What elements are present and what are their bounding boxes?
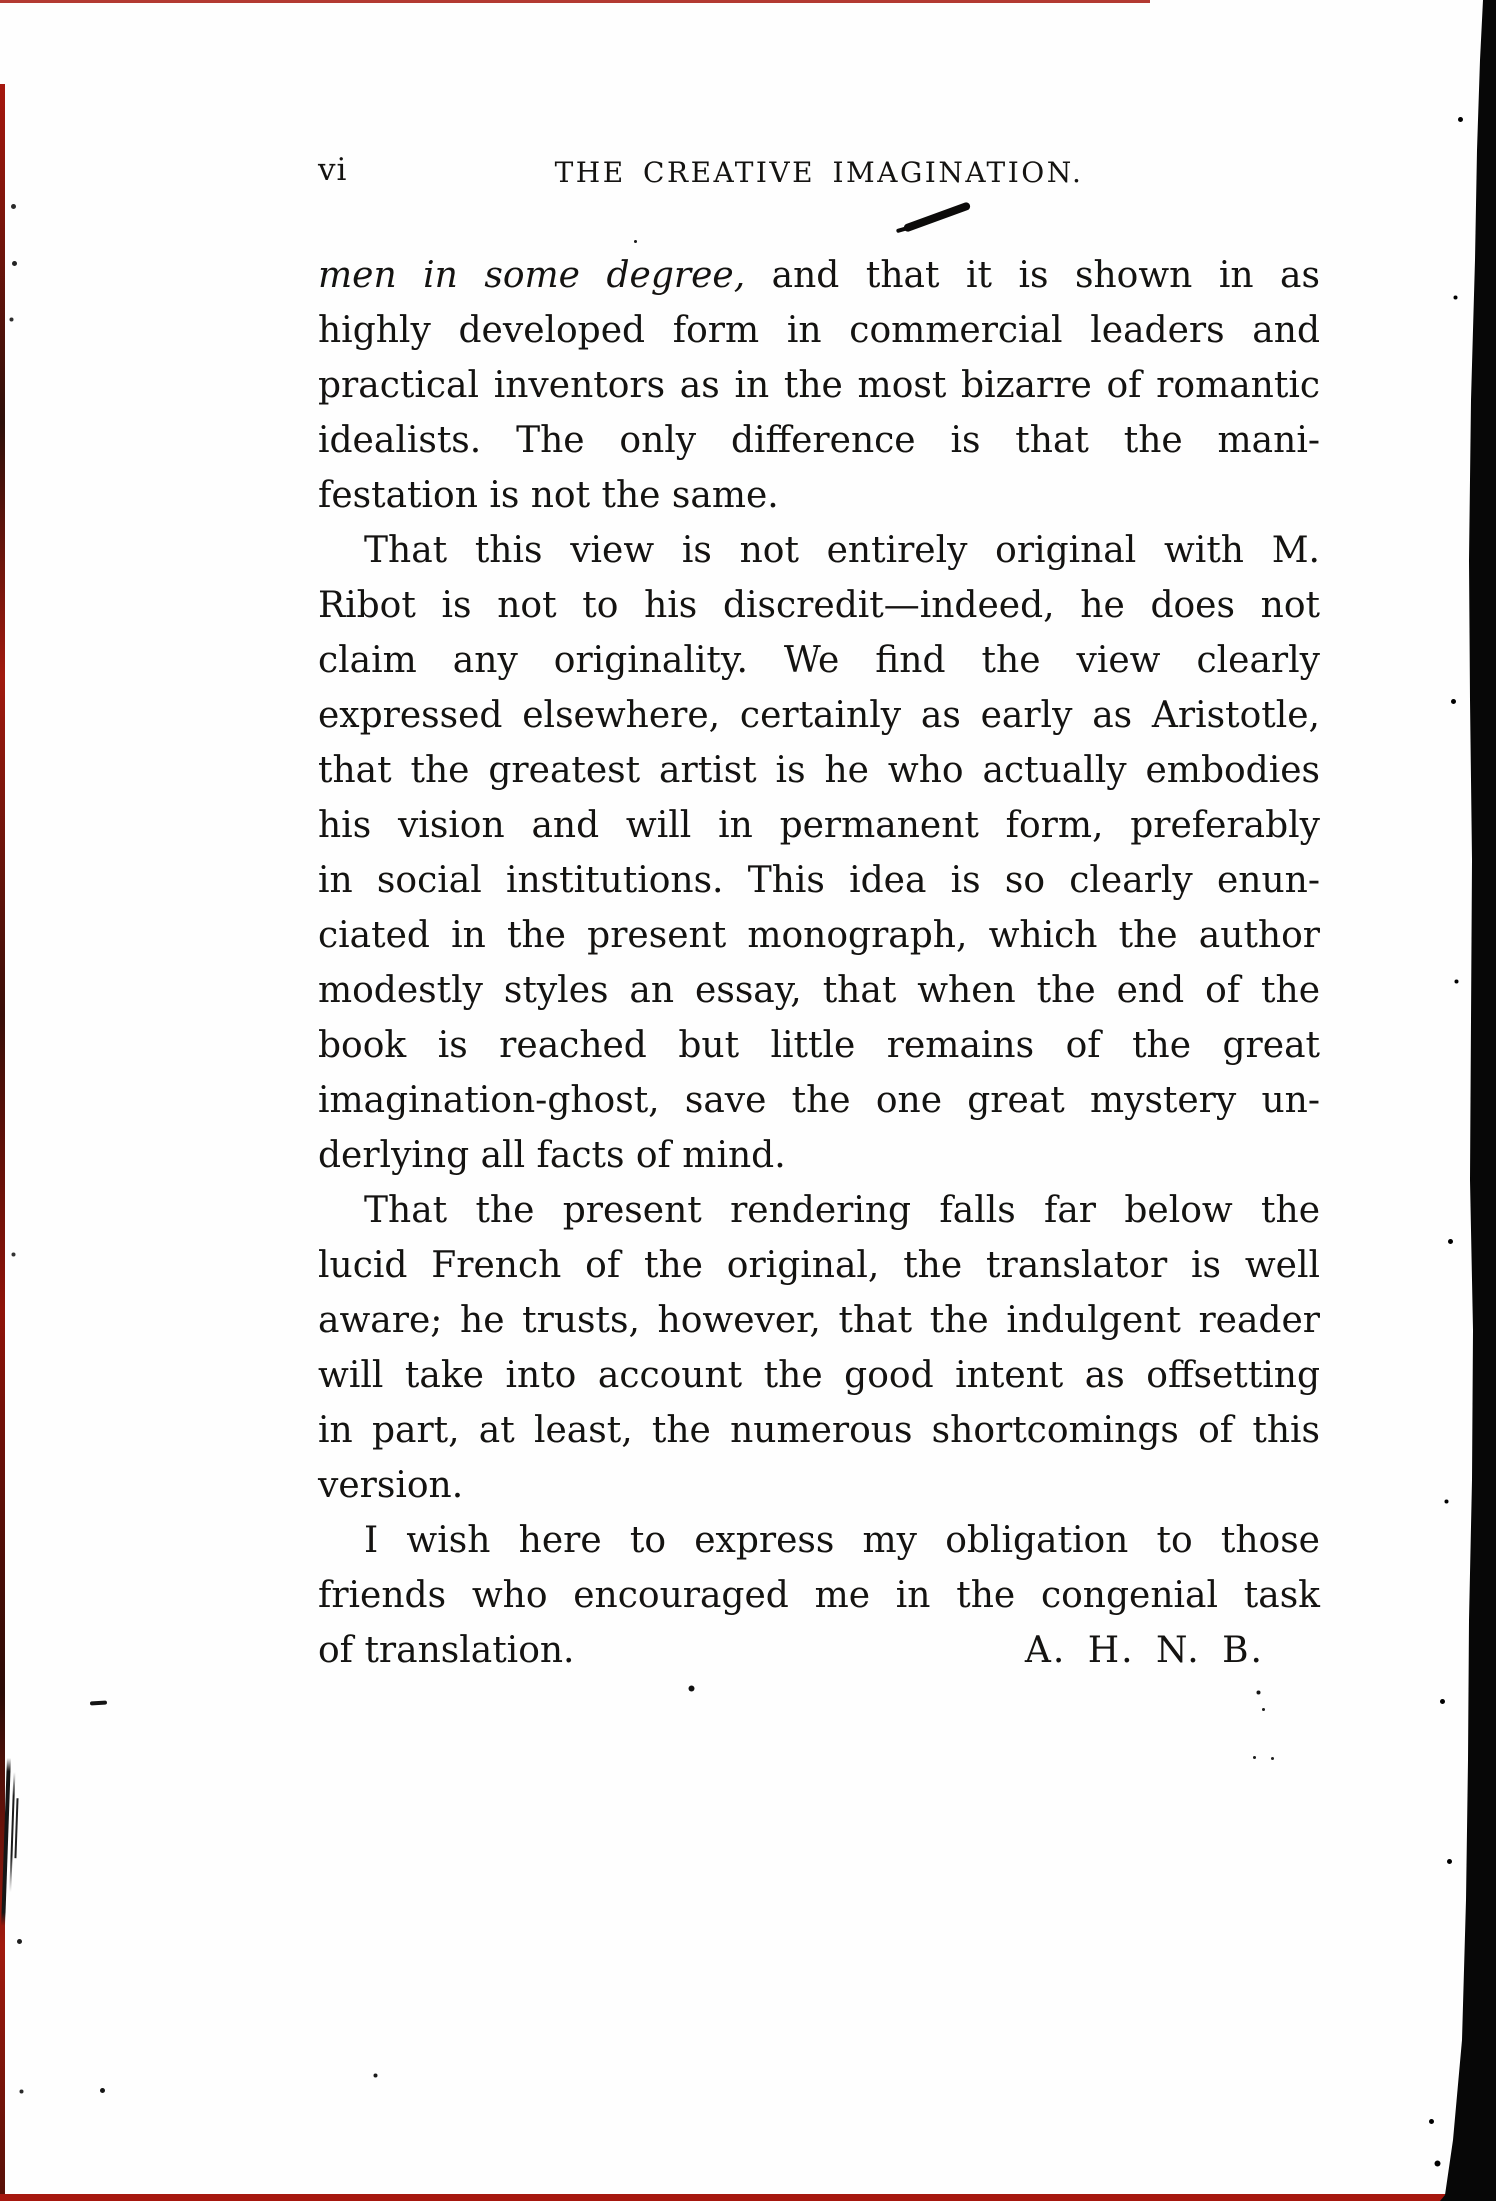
pen-stroke-flourish (903, 201, 972, 232)
translator-initials: A. H. N. B. (1024, 1630, 1264, 1671)
text-line (318, 248, 1320, 303)
scan-gutter-band-right (1440, 0, 1496, 2201)
text-line: book is reached but little remains of the great (318, 1025, 1320, 1066)
text-line: highly developed form in commercial leaders and (318, 310, 1320, 351)
text-line: aware; he trusts, however, that the indulgent reader (318, 1300, 1320, 1341)
paragraph (318, 1183, 1320, 1513)
line-text: of translation. (318, 1630, 575, 1671)
text-line: lucid French of the original, the translator is well (318, 1245, 1320, 1286)
paragraph (318, 523, 1320, 1183)
ink-dash-mark (90, 1701, 107, 1706)
text-line: derlying all facts of mind. (318, 1135, 786, 1176)
text-line: practical inventors as in the most bizarre of romantic (318, 365, 1320, 406)
scan-edge-top (0, 0, 1150, 3)
text-line: version. (318, 1465, 464, 1506)
text-line: his vision and will in permanent form, preferably (318, 805, 1320, 846)
paragraph (318, 1513, 1320, 1678)
text-line: idealists. The only difference is that the mani- (318, 420, 1320, 461)
text-line: friends who encouraged me in the congenial task (318, 1575, 1320, 1616)
line-rest: and that it is shown in as (745, 255, 1320, 296)
text-line: That the present rendering falls far below the (364, 1190, 1320, 1231)
page-number: vi (318, 152, 348, 188)
text-line: in part, at least, the numerous shortcomings of this (318, 1410, 1320, 1451)
text-line: claim any originality. We find the view clearly (318, 640, 1320, 681)
running-header-title: THE CREATIVE IMAGINATION. (554, 156, 1084, 189)
scan-noise-specks (0, 0, 3, 3)
text-line: festation is not the same. (318, 475, 779, 516)
text-line: Ribot is not to his discredit—indeed, he does not (318, 585, 1320, 626)
text-line: imagination-ghost, save the one great mystery un- (318, 1080, 1320, 1121)
paragraph (318, 248, 1320, 523)
scan-gutter-marks-left (0, 1758, 21, 1926)
body-text (318, 248, 1320, 1678)
text-line: that the greatest artist is he who actually embodies (318, 750, 1320, 791)
text-line: modestly styles an essay, that when the end of the (318, 970, 1320, 1011)
text-line: expressed elsewhere, certainly as early as Aristotle, (318, 695, 1320, 736)
text-line: That this view is not entirely original with M. (364, 530, 1320, 571)
scan-edge-bottom (0, 2194, 1496, 2201)
text-line: in social institutions. This idea is so clearly enun- (318, 860, 1320, 901)
text-line: ciated in the present monograph, which the author (318, 915, 1320, 956)
text-line: I wish here to express my obligation to those (364, 1520, 1320, 1561)
text-line (318, 1623, 1320, 1678)
text-line: will take into account the good intent as offsetting (318, 1355, 1320, 1396)
italic-lead: men in some degree, (318, 255, 746, 296)
